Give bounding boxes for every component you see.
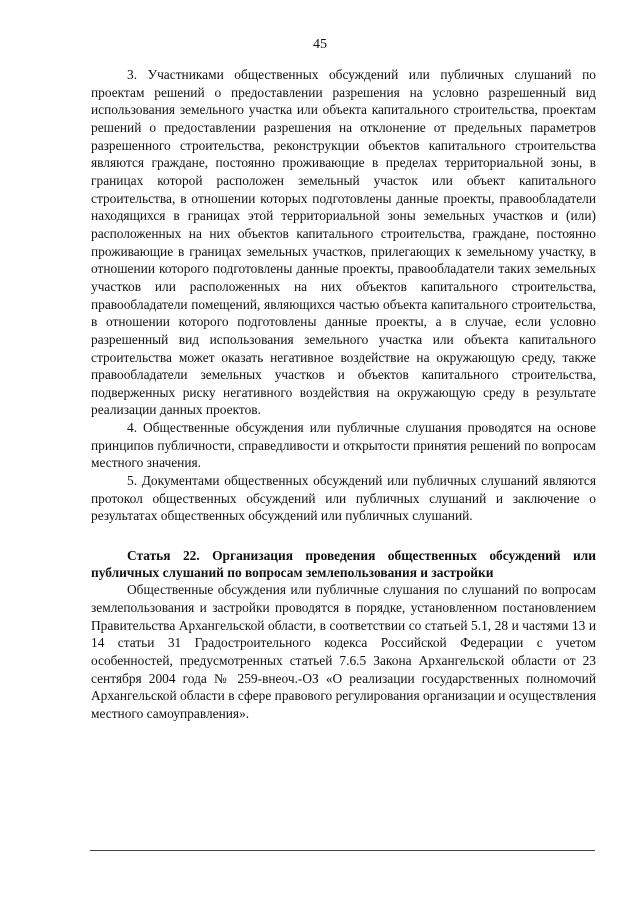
paragraph-5-documents: 5. Документами общественных обсуждений или публичных слушаний являются протокол общественных обсуждений или публичных слушаний и заключение о результатах общественных обсуждений или публичных слушаний. <box>91 473 596 524</box>
paragraph-3-participants: 3. Участниками общественных обсуждений или публичных слушаний по проектам решений о предоставлении разрешения на условно разрешенный вид использования земельного участка или объекта капитального строительства, проектам решений о предоставлении разрешения на отклонение от предельных параметров разрешенного строительства, реконструкции объектов капитального строительства являются граждане, постоянно проживающие в пределах территориальной зоны, в границах которой расположен земельный участок или объект капитального строительства, в отношении которых подготовлены данные проекты, правообладатели находящихся в границах этой территориальной зоны земельных участков и (или) расположенных на них объектов капитального строительства, граждане, постоянно проживающие в границах земельных участков, прилегающих к земельному участку, в отношении которого подготовлены данные проекты, правообладатели таких земельных участков или расположенных на них объектов капитального строительства, правообладатели помещений, являющихся частью объекта капитального строительства, в отношении которого подготовлены данные проекты, а в случае, если условно разрешенный вид использования земельного участка или объекта капитального строительства может оказать негативное воздействие на окружающую среду, также правообладатели земельных участков и объектов капитального строительства, подверженных риску негативного воздействия на окружающую среду в результате реализации данных проектов. <box>91 67 596 418</box>
page-number: 45 <box>313 37 327 52</box>
footer-divider <box>90 850 595 851</box>
article-22-body: Общественные обсуждения или публичные слушания по слушаний по вопросам землепользования и застройки проводятся в порядке, установленном постановлением Правительства Архангельской области, в соответствии со статьей 5.1, 28 и частями 13 и 14 статьи 31 Градостроительного кодекса Российской Федерации с учетом особенностей, предусмотренных статьей 7.6.5 Закона Архангельской области от 23 сентября 2004 года № 259-внеоч.-ОЗ «О реализации государственных полномочий Архангельской области в сфере правового регулирования организации и осуществления местного самоуправления». <box>91 582 596 722</box>
document-body <box>91 66 596 723</box>
article-22-heading: Статья 22. Организация проведения общественных обсуждений или публичных слушаний по вопросам землепользования и застройки <box>91 548 596 581</box>
paragraph-4-principles: 4. Общественные обсуждения или публичные слушания проводятся на основе принципов публичности, справедливости и открытости принятия решений по вопросам местного значения. <box>91 420 596 471</box>
